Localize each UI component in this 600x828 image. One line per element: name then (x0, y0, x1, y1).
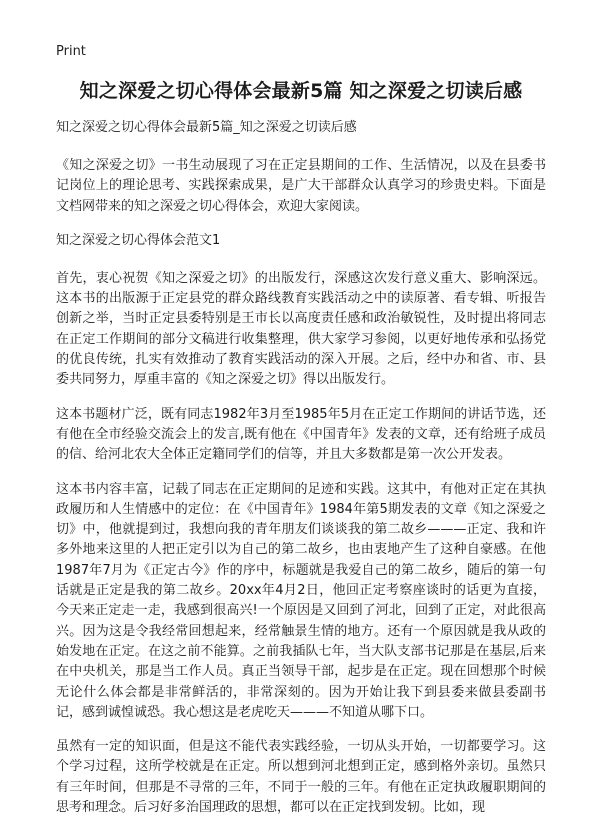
page-title: 知之深爱之切心得体会最新5篇 知之深爱之切读后感 (79, 80, 523, 102)
body-paragraph-1: 首先，衷心祝贺《知之深爱之切》的出版发行，深感这次发行意义重大、影响深远。这本书的出版源于正定县党的群众路线教育实践活动之中的读原著、看专辑、听报告创新之举，当时正定县委特别是王市长以高度责任感和政治敏锐性，及时提出将同志在正定工作期间的部分文稿进行收集整理，供大家学习参阅，以更好地传承和弘扬党的优良传统，扎实有效推动了教育实践活动的深入开展。之后，经中办和省、市、县委共同努力，厚重丰富的《知之深爱之切》得以出版发行。 (56, 270, 546, 388)
intro-paragraph: 《知之深爱之切》一书生动展现了习在正定县期间的工作、生活情况，以及在县委书记岗位上的理论思考、实践探索成果，是广大干部群众认真学习的珍贵史料。下面是文档网带来的知之深爱之切心得体会，欢迎大家阅读。 (56, 158, 546, 214)
body-paragraph-4: 虽然有一定的知识面，但是这不能代表实践经验，一切从头开始，一切都要学习。这个学习过程，这所学校就是在正定。所以想到河北想到正定，感到格外亲切。虽然只有三年时间，但那是不寻常的三年，不同于一般的三年。有他在正定执政履职期间的思考和理念。后习好多治国理政的思想，都可以在正定找到发轫。比如，现 (56, 739, 546, 816)
body-paragraph-3: 这本书内容丰富，记载了同志在正定期间的足迹和实践。这其中，有他对正定在其执政履历和人生情感中的定位：在《中国青年》1984年第5期发表的文章《知之深爱之切》中，他就提到过，我想向我的青年朋友们谈谈我的第二故乡———正定、我和许多外地来这里的人把正定引以为自己的第二故乡，也由衷地产生了这种自豪感。在他1987年7月为《正定古今》作的序中，标题就是我爱自己的第二故乡，随后的第一句话就是正定是我的第二故乡。20xx年4月2日，他回正定考察座谈时的话更为直接，今天来正定走一走，我感到很高兴!一个原因是又回到了河北，回到了正定，对此很高兴。因为这是令我经常回想起来，经常触景生情的地方。还有一个原因就是我从政的始发地在正定。在这之前不能算。之前我插队七年，当大队支部书记那是在基层,后来在中央机关，那是当工作人员。真正当领导干部，起步是在正定。现在回想那个时候无论什么体会都是非常鲜活的，非常深刻的。因为开始让我下到县委来做县委副书记，感到诚惶诚恐。我心想这是老虎吃天———不知道从哪下口。 (56, 481, 546, 720)
section-heading: 知之深爱之切心得体会范文1 (56, 232, 221, 248)
print-link[interactable]: Print (56, 44, 86, 59)
article-subtitle: 知之深爱之切心得体会最新5篇_知之深爱之切读后感 (56, 120, 357, 135)
body-paragraph-2: 这本书题材广泛，既有同志1982年3月至1985年5月在正定工作期间的讲话节选，还有他在全市经验交流会上的发言,既有他在《中国青年》发表的文章，还有给班子成员的信、给河北农大全体正定籍同学们的信等，并且大多数都是第一次公开发表。 (56, 406, 546, 463)
